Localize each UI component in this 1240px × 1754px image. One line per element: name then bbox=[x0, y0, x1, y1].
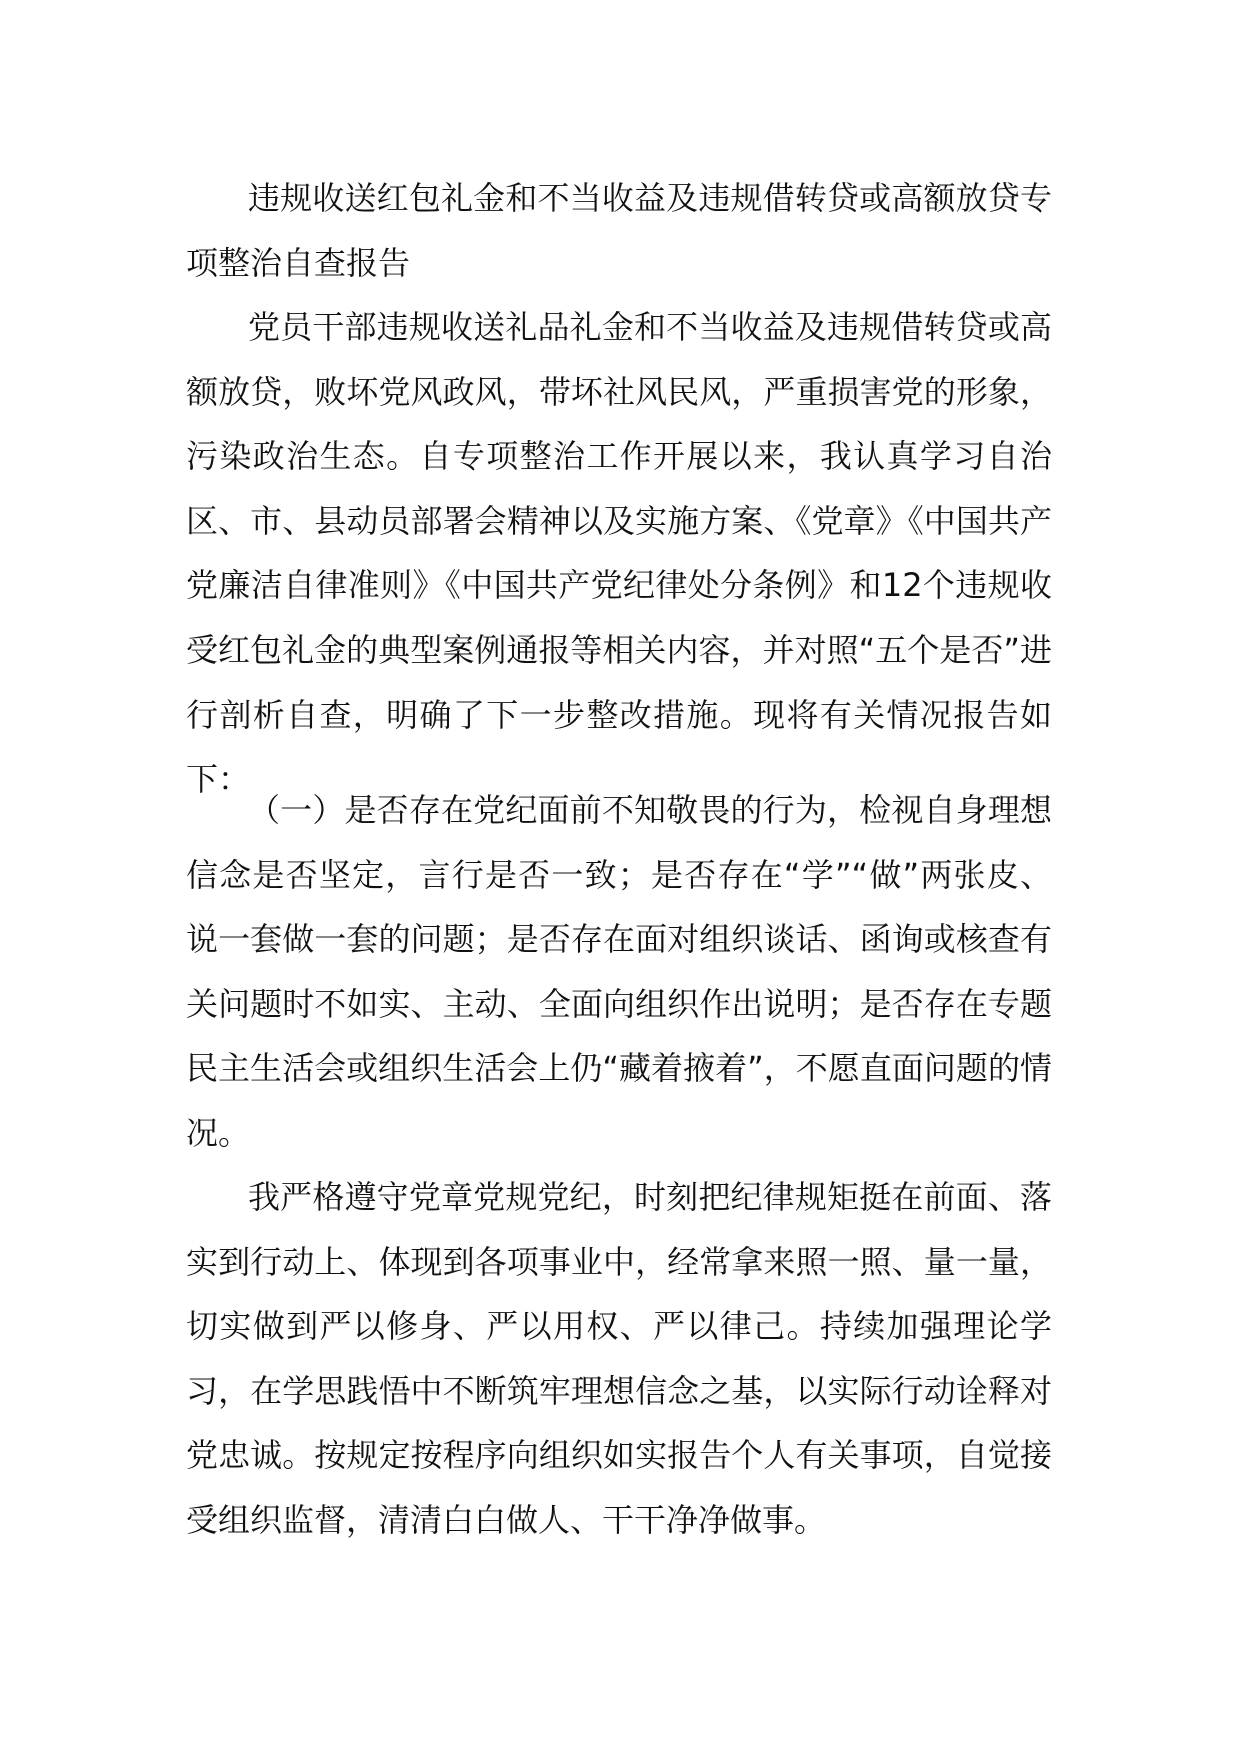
item-one-paragraph: （一）是否存在党纪面前不知敬畏的行为，检视自身理想信念是否坚定，言行是否一致；是否存在“学”“做”两张皮、说一套做一套的问题；是否存在面对组织谈话、函询或核查有关问题时不如实、主动、全面向组织作出说明；是否存在专题民主生活会或组织生活会上仍“藏着掖着”，不愿直面问题的情况。 bbox=[186, 791, 1052, 1152]
item-one-response-paragraph: 我严格遵守党章党规党纪，时刻把纪律规矩挺在前面、落实到行动上、体现到各项事业中，经常拿来照一照、量一量，切实做到严以修身、严以用权、严以律己。持续加强理论学习，在学思践悟中不断筑牢理想信念之基，以实际行动诠释对党忠诚。按规定按程序向组织如实报告个人有关事项，自觉接受组织监督，清清白白做人、干干净净做事。 bbox=[186, 1178, 1052, 1539]
document-title: 违规收送红包礼金和不当收益及违规借转贷或高额放贷专项整治自查报告 bbox=[186, 179, 1052, 282]
intro-paragraph: 党员干部违规收送礼品礼金和不当收益及违规借转贷或高额放贷，败坏党风政风，带坏社风民风，严重损害党的形象，污染政治生态。自专项整治工作开展以来，我认真学习自治区、市、县动员部署会精神以及实施方案、《党章》《中国共产党廉洁自律准则》《中国共产党纪律处分条例》和12个违规收受红包礼金的典型案例通报等相关内容，并对照“五个是否”进行剖析自查，明确了下一步整改措施。现将有关情况报告如下： bbox=[186, 308, 1052, 799]
